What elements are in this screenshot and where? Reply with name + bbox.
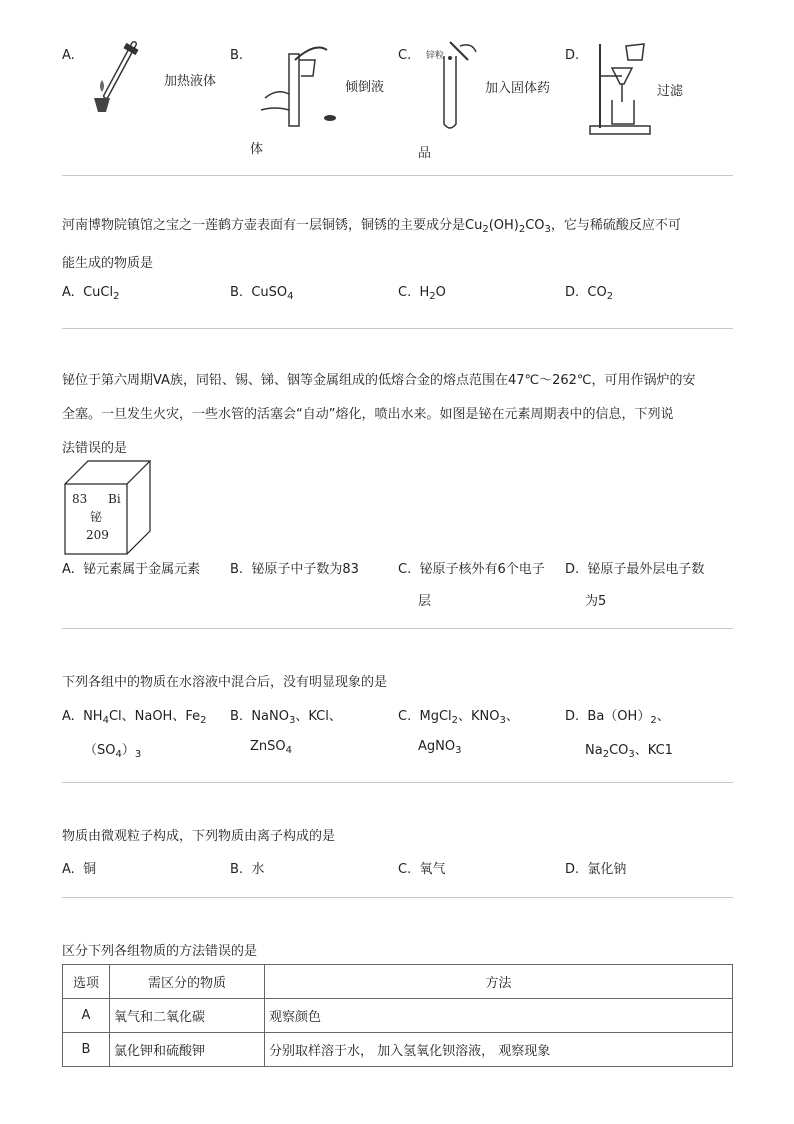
q2-stem-line1: 河南博物院镇馆之宝之一莲鹤方壶表面有一层铜锈，铜锈的主要成分是$Cu_2(OH)_2CO_3$，它与稀硫酸反应不可 xyxy=(62,218,681,235)
q2-stem xyxy=(62,209,734,281)
q1-option-a-text: 加热液体 xyxy=(164,74,217,89)
table-cell: A xyxy=(63,999,110,1033)
q3-option-a: A. 铋元素属于金属元素 xyxy=(62,562,201,577)
q6-stem: 区分下列各组物质的方法错误的是 xyxy=(62,944,258,959)
divider xyxy=(62,782,733,783)
q3-option-c: C. 铋原子核外有6个电子 xyxy=(398,562,545,577)
table-row xyxy=(63,1033,733,1067)
q2-option-c: C. $H_2O$ xyxy=(398,285,446,302)
q1-option-c-text1: 加入固体药 xyxy=(485,81,551,96)
q4-option-a: A. $NH_4Cl$、NaOH、$Fe_2$ xyxy=(62,709,207,726)
q5-option-c: C. 氧气 xyxy=(398,862,446,877)
q3-option-d-line2: 为5 xyxy=(585,594,607,609)
q4-stem: 下列各组中的物质在水溶液中混合后，没有明显现象的是 xyxy=(62,675,388,690)
divider xyxy=(62,175,733,176)
q4-option-b: B. NaNO$_3$、KCl、 xyxy=(230,709,342,726)
table-cell: B xyxy=(63,1033,110,1067)
divider xyxy=(62,897,733,898)
q5-options xyxy=(62,858,734,880)
element-card-bismuth xyxy=(64,460,152,556)
q3-stem-line3: 法错误的是 xyxy=(62,441,128,456)
element-symbol: Bi xyxy=(108,492,121,506)
element-number: 83 xyxy=(72,492,88,506)
q3-options xyxy=(62,558,734,608)
q5-option-a: A. 铜 xyxy=(62,862,97,877)
q1-option-c-letter: C. xyxy=(398,48,412,63)
table-row xyxy=(63,999,733,1033)
pouring-liquid-illustration xyxy=(255,40,345,130)
element-mass: 209 xyxy=(86,528,109,542)
q4-option-b-line2: ZnSO$_4$ xyxy=(250,739,293,756)
q3-stem-line2: 全塞。一旦发生火灾，一些水管的活塞会“自动”熔化，喷出水来。如图是铋在元素周期表中的信息，下列说 xyxy=(62,407,674,422)
divider xyxy=(62,328,733,329)
q4-option-d: D. $Ba(OH)_2$、 xyxy=(565,709,670,726)
table-header: 选项 xyxy=(63,965,110,999)
adding-solid-illustration xyxy=(420,38,480,134)
q5-option-d: D. 氯化钠 xyxy=(565,862,627,877)
q3-option-d: D. 铋原子最外层电子数 xyxy=(565,562,705,577)
table-cell: 分别取样溶于水， 加入氢氧化钡溶液， 观察现象 xyxy=(265,1033,733,1067)
q4-option-d-line2: $Na_2CO_3$、KC1 xyxy=(585,743,673,760)
heating-liquid-illustration xyxy=(86,36,166,116)
filtration-illustration xyxy=(588,38,654,138)
q1-option-b-text1: 倾倒液 xyxy=(345,80,385,95)
table-cell: 观察颜色 xyxy=(265,999,733,1033)
q2-stem-line2: 能生成的物质是 xyxy=(62,256,154,271)
q3-option-b: B. 铋原子中子数为83 xyxy=(230,562,359,577)
divider xyxy=(62,628,733,629)
q1-option-d-text: 过滤 xyxy=(657,84,684,99)
q6-table xyxy=(62,964,733,1067)
q1-option-b-text2: 体 xyxy=(250,142,264,157)
q4-options xyxy=(62,705,734,765)
q2-option-a: A. CuCl$_2$ xyxy=(62,285,120,302)
table-header: 需区分的物质 xyxy=(110,965,265,999)
q3-stem-line1: 铋位于第六周期VA族，同铅、锡、锑、铟等金属组成的低熔合金的熔点范围在47℃～262℃，可用作锅炉的安 xyxy=(62,373,696,388)
table-header-row xyxy=(63,965,733,999)
q3-option-c-line2: 层 xyxy=(418,594,432,609)
q1-option-c-text2: 品 xyxy=(418,146,432,161)
element-name: 铋 xyxy=(90,510,103,524)
q1-option-c-label: 锌粒 xyxy=(426,51,445,61)
q1-option-d-letter: D. xyxy=(565,48,580,63)
table-cell: 氧气和二氧化碳 xyxy=(110,999,265,1033)
q5-stem: 物质由微观粒子构成，下列物质由离子构成的是 xyxy=(62,829,336,844)
q4-option-c-line2: AgNO$_3$ xyxy=(418,739,462,756)
q1-option-a-letter: A. xyxy=(62,48,75,63)
q2-option-b: B. CuSO$_4$ xyxy=(230,285,294,302)
table-header: 方法 xyxy=(265,965,733,999)
q2-options xyxy=(62,285,734,307)
q4-option-c: C. MgCl$_2$、$KNO_3$、 xyxy=(398,709,519,726)
q1-option-b-letter: B. xyxy=(230,48,244,63)
q2-option-d: D. $CO_2$ xyxy=(565,285,614,302)
q4-option-a-line2: $(SO_4)_3$ xyxy=(84,743,142,760)
q5-option-b: B. 水 xyxy=(230,862,265,877)
table-cell: 氯化钾和硫酸钾 xyxy=(110,1033,265,1067)
q3-stem xyxy=(62,364,734,466)
